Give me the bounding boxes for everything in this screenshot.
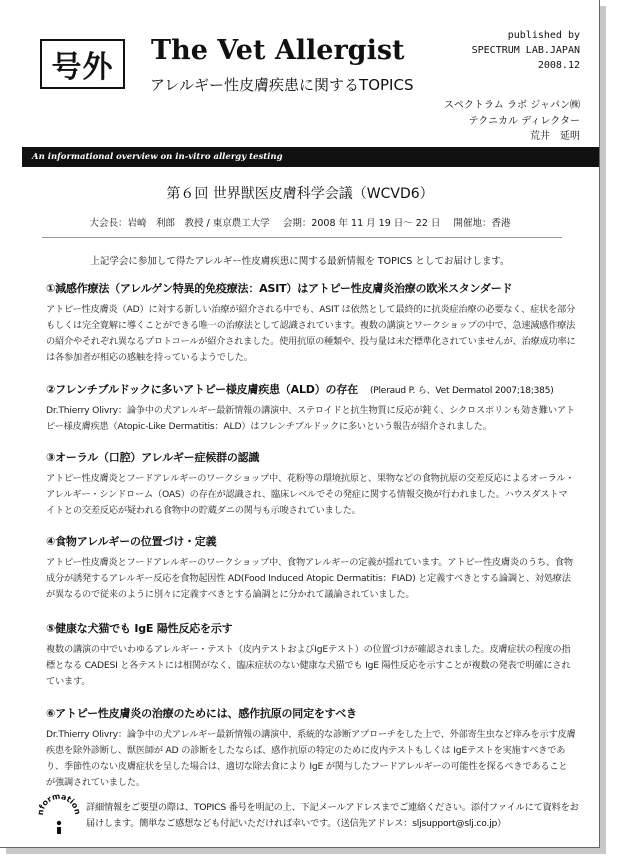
conference-info [0, 215, 600, 229]
topic-heading: ④食物アレルギーの位置づけ・定義 [46, 535, 217, 548]
page-shadow [6, 848, 606, 854]
topic-reference: (Pleraud P. ら、Vet Dermatol 2007;18;385) [369, 386, 554, 396]
extra-edition-badge: 号外 [40, 39, 125, 89]
topic-heading: ⑤健康な犬猫でも IgE 陽性反応を示す [46, 622, 233, 635]
published-by-label: published by [507, 30, 580, 41]
topic-heading: ①減感作療法（アレルゲン特異的免疫療法：ASIT）はアトピー性皮膚炎治療の欧米スタンダード [46, 282, 513, 295]
intro-text: 上記学会に参加して得たアレルギー性皮膚疾患に関する最新情報を TOPICS としてお届けします。 [90, 256, 510, 267]
newsletter-subtitle: アレルギー性皮膚疾患に関するTOPICS [150, 76, 414, 94]
divider [42, 237, 562, 238]
topic-body: アトピー性皮膚炎（AD）に対する新しい治療が紹介される中でも、ASIT は依然として最終的に抗炎症治療の必要なく、症状を部分もしくは完全寛解に導くことができる唯一の治療法として認識されています。複数の講演とワークショップの中で、急速減感作療法の紹介やそれぞれ異なるプロトコールが紹介されました。使用抗原の種類や、投与量は未だ標準化されていませんが、治療成功率には各参加者が相応の感触を持っているようでした。 [46, 304, 576, 363]
banner-bar: An informational overview on in-vitro allergy testing [22, 147, 600, 167]
topic-body: 複数の講演の中でいわゆるアレルギー・テスト（皮内テストおよびIgEテスト）の位置づけが確認されました。皮膚症状の程度の指標となる CADESI と各テストには相関がなく、臨床症状のない健康な犬猫でも IgE 陽性反応を示すことが複数の発表で明確にされています。 [46, 644, 571, 687]
page-shadow [600, 6, 606, 854]
topic-section-6 [46, 705, 576, 791]
publisher-block [472, 28, 580, 73]
topic-heading: ⑥アトピー性皮膚炎の治療のためには、感作抗原の同定をすべき [46, 707, 357, 720]
conference-title: 第６回 世界獣医皮膚科学会議（WCVD6） [166, 186, 434, 202]
issue-date: 2008.12 [537, 60, 580, 71]
topic-body: Dr.Thierry Olivry：論争中の犬アレルギー最新情報の講演中、ステロイドと抗生物質に反応が鈍く、シクロスポリンも効き難いアトピー様皮膚疾患（Atopic-Like Dermatitis：ALD）はフレンチブルドックに多いという報告が紹介されました。 [46, 405, 575, 432]
topic-body: Dr.Thierry Olivry：論争中の犬アレルギー最新情報の講演中、系統的な診断アプローチをした上で、外部寄生虫など痒みを示す皮膚疾患を除外診断し、獣医師が AD の診断をしたならば、感作抗原の特定のために皮内テストもしくは IgEテストを実施すべきであり、季節性のない皮膚症状を呈した場合は、適切な除去食により IgE が関与したフードアレルギーの可能性を探るべきであることが強調されていました。 [46, 729, 576, 788]
topic-section-4 [46, 533, 576, 603]
author-role: テクニカル ディレクター [468, 115, 580, 127]
author-name: 荒井 延明 [530, 131, 580, 142]
information-label: nformation [36, 791, 82, 816]
svg-text:Information! [36, 790, 82, 816]
conference-period: 会期：2008 年 11 月 19 日〜 22 日 [282, 218, 441, 229]
topic-body: アトピー性皮膚炎とフードアレルギーのワークショップ中、食物アレルギーの定義が揺れています。アトピー性皮膚炎のうち、食物成分が誘発するアレルギー反応を食物起因性 AD(Food Induced Atopic Dermatitis：FIAD) と定義すべきとする論調と、対処療法が異なるので従来のように別々に定義すべきとする論調とに分かれて議論されていました。 [46, 557, 573, 600]
topic-section-2 [46, 381, 576, 435]
information-icon [36, 790, 82, 836]
newsletter-title: The Vet Allergist [151, 35, 405, 66]
topic-section-1 [46, 280, 576, 366]
conference-venue: 開催地：香港 [453, 218, 511, 229]
author-block [444, 98, 580, 145]
topic-heading: ②フレンチブルドックに多いアトピー様皮膚疾患（ALD）の存在 (Pleraud P. ら、Vet Dermatol 2007;18;385) [46, 383, 554, 396]
topic-section-3 [46, 449, 576, 519]
topic-heading: ③オーラル（口腔）アレルギー症候群の認識 [46, 451, 260, 464]
company-name: スペクトラム ラボ ジャパン㈱ [443, 100, 580, 111]
topic-section-5 [46, 620, 576, 690]
topic-body: アトピー性皮膚炎とフードアレルギーのワークショップ中、花粉等の環境抗原と、果物などの食物抗原の交差反応によるオーラル・アレルギー・シンドローム（OAS）の存在が認識され、臨床レベルでその発症に関する情報交換が行われました。ハウスダストマイトとの交差反応が疑われる食物中の貯蔵ダニの関与も示唆されていました。 [46, 473, 575, 516]
contact-information: 詳細情報をご要望の際は、TOPICS 番号を明記の上、下記メールアドレスまでご連絡ください。添付ファイルにて資料をお届けします。簡単なご感想なども付記いただければ幸いです。（送信先アドレス：sljsupport@slj.co.jp） [86, 802, 579, 829]
publisher-name: SPECTRUM LAB.JAPAN [471, 45, 580, 56]
conference-president: 大会長：岩崎 利郎 教授 / 東京農工大学 [89, 218, 270, 229]
